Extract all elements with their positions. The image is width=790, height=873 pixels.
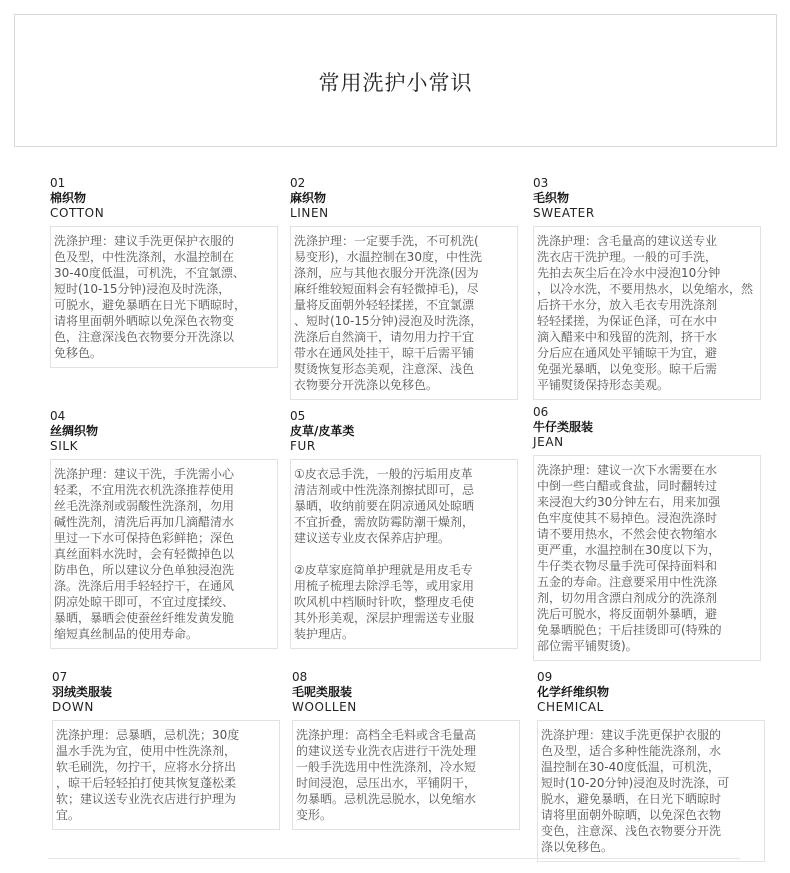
card-number: 04	[50, 409, 66, 423]
care-instructions: 洗涤护理：建议干洗，手洗需小心 轻柔，不宜用洗衣机洗涤推荐使用 丝毛洗涤剂或弱酸性洗涤剂，勿用 碱性洗剂，清洗后再加几滴醋清水 里过一下水可保持色彩鲜艳；深色 真丝面料水洗时，会有轻微掉色以 防串色，所以建议分色单独浸泡洗 涤。洗涤后用手轻轻拧干，在通风 阴凉处晾干即可，不宜过度揉绞、 暴晒，暴晒会使蚕丝纤维发黄发脆 缩短真丝制品的使用寿命。	[50, 459, 278, 649]
card-title-en: CHEMICAL	[537, 700, 604, 714]
care-card-silk	[50, 410, 278, 649]
care-instructions: 洗涤护理：高档全毛料或含毛量高 的建议送专业洗衣店进行干洗处理 一般手洗选用中性洗涤剂，冷水短 时间浸泡，忌压出水，平铺阴干， 勿暴晒。忌机洗忌脱水，以免缩水 变形。	[292, 720, 520, 830]
care-instructions: 洗涤护理：一定要手洗，不可机洗( 易变形)，水温控制在30度，中性洗 涤剂，应与其他衣服分开洗涤(因为 麻纤维较短面料会有轻微掉毛)，尽 量将反面朝外轻轻揉搓，不宜氯漂 、短时(10-15分钟)浸泡及时洗涤， 洗涤后自然滴干，请勿用力拧干宜 带水在通风处挂干，晾干后需平铺 熨烫恢复形态美观，注意深、浅色 衣物要分开洗涤以免移色。	[290, 226, 518, 400]
card-title-en: COTTON	[50, 206, 105, 220]
card-title-en: SWEATER	[533, 206, 595, 220]
card-title-en: JEAN	[533, 435, 564, 449]
card-title-en: DOWN	[52, 700, 94, 714]
card-title-en: FUR	[290, 439, 316, 453]
care-card-jean	[533, 406, 761, 661]
care-instructions: 洗涤护理：建议手洗更保护衣服的 色及型，中性洗涤剂，水温控制在 30-40度低温，可机洗，不宜氯漂、 短时(10-15分钟)浸泡及时洗涤， 可脱水，避免暴晒在日光下晒晾时， 请将里面朝外晒晾以免深色衣物变 色，注意深浅色衣物要分开洗涤以 免移色。	[50, 226, 278, 368]
card-number: 09	[537, 670, 553, 684]
care-instructions: ①皮衣忌手洗，一般的污垢用皮革 清洁剂或中性洗涤剂擦拭即可，忌 暴晒，收纳前要在阴凉通风处晾晒 不宜折叠，需放防霉防潮干燥剂， 建议送专业皮衣保养店护理。 ②皮草家庭简单护理就是用皮毛专 用梳子梳理去除浮毛等，或用家用 吹风机中档顺时针吹，整理皮毛使 其外形美观，深层护理需送专业服 装护理店。	[290, 459, 518, 649]
care-card-woollen	[292, 671, 520, 830]
card-title-cn: 化学纤维织物	[537, 685, 610, 699]
card-title-cn: 牛仔类服装	[533, 420, 594, 434]
card-title-cn: 丝绸织物	[50, 424, 99, 438]
card-number: 01	[50, 176, 66, 190]
card-title-cn: 皮草/皮革类	[290, 424, 355, 438]
card-number: 08	[292, 670, 308, 684]
card-number: 07	[52, 670, 68, 684]
card-title-cn: 羽绒类服装	[52, 685, 113, 699]
care-card-cotton	[50, 177, 278, 368]
care-instructions: 洗涤护理：忌暴晒，忌机洗；30度 温水手洗为宜，使用中性洗涤剂， 软毛刷洗，勿拧干，应将水分挤出 ，晾干后轻轻拍打使其恢复蓬松柔 软；建议送专业洗衣店进行护理为 宜。	[52, 720, 280, 830]
care-card-down	[52, 671, 280, 830]
care-card-fur	[290, 410, 518, 649]
care-instructions: 洗涤护理：建议一次下水需要在水 中倒一些白醋或食盐，同时翻转过 来浸泡大约30分钟左右，用来加强 色牢度使其不易掉色。浸泡洗涤时 请不要用热水，不然会使衣物缩水 更严重，水温控制在30度以下为， 牛仔类衣物尽量手洗可保持面料和 五金的寿命。注意要采用中性洗涤 剂，切勿用含漂白剂成分的洗涤剂 洗后可脱水，将反面朝外暴晒，避 免暴晒脱色；干后挂烫即可(特殊的 部位需平铺熨烫)。	[533, 455, 761, 661]
care-card-sweater	[533, 177, 761, 400]
bottom-divider	[48, 858, 740, 859]
card-title-en: LINEN	[290, 206, 329, 220]
care-card-linen	[290, 177, 518, 400]
card-number: 03	[533, 176, 549, 190]
care-instructions: 洗涤护理：含毛量高的建议送专业 洗衣店干洗护理。一般的可手洗， 先拍去灰尘后在冷水中浸泡10分钟 ，以冷水洗，不要用热水，以免缩水，然 后挤干水分，放入毛衣专用洗涤剂 轻轻揉搓，为保证色泽，可在水中 滴入醋来中和残留的洗剂，挤干水 分后应在通风处平铺晾干为宜，避 免强光暴晒，以免变形。晾干后需 平铺熨烫保持形态美观。	[533, 226, 761, 400]
care-instructions: 洗涤护理：建议手洗更保护衣服的 色及型，适合多种性能洗涤剂，水 温控制在30-40度低温，可机洗， 短时(10-20分钟)浸泡及时洗涤，可 脱水，避免暴晒，在日光下晒晾时 请将里面朝外晾晒，以免深色衣物 变色，注意深、浅色衣物要分开洗 涤以免移色。	[537, 720, 765, 862]
card-title-cn: 毛织物	[533, 191, 570, 205]
care-card-chemical	[537, 671, 765, 862]
card-title-cn: 棉织物	[50, 191, 87, 205]
card-title-cn: 毛呢类服装	[292, 685, 353, 699]
card-number: 02	[290, 176, 306, 190]
card-title-cn: 麻织物	[290, 191, 327, 205]
page-title: 常用洗护小常识	[318, 71, 473, 95]
card-title-en: WOOLLEN	[292, 700, 357, 714]
card-number: 05	[290, 409, 306, 423]
title-box	[14, 14, 777, 147]
card-title-en: SILK	[50, 439, 79, 453]
card-number: 06	[533, 405, 549, 419]
